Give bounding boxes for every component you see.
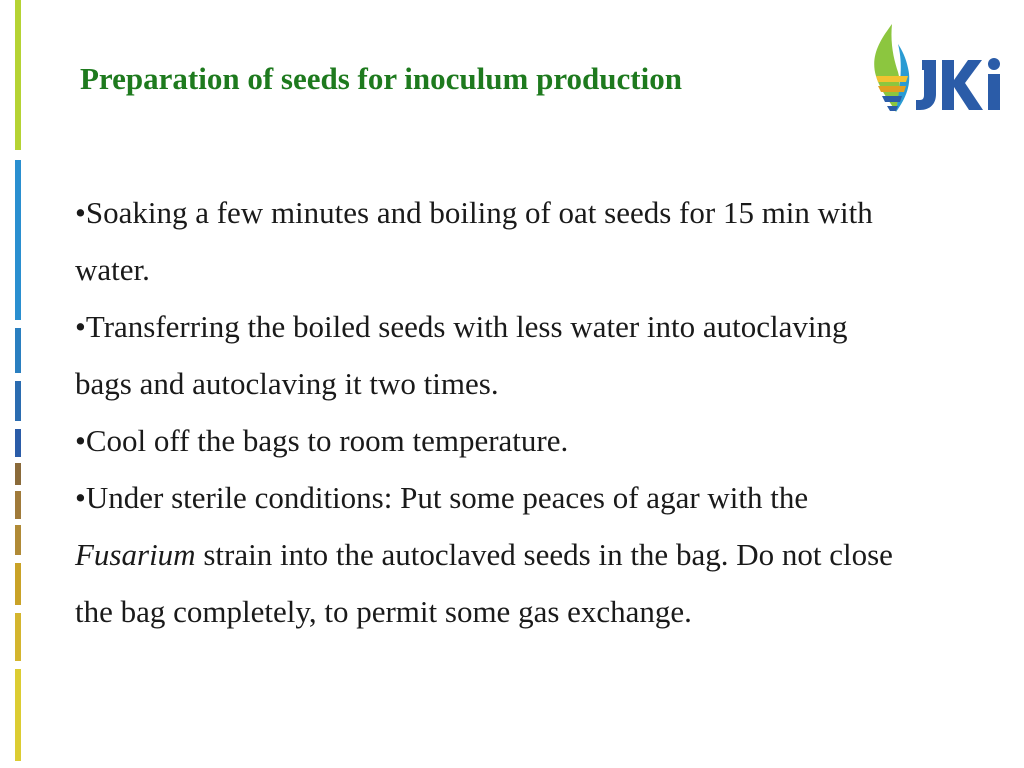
bullet-item: •Cool off the bags to room temperature. — [75, 423, 569, 458]
species-name: Fusarium — [75, 537, 196, 572]
jki-logo-icon — [862, 20, 1010, 116]
bullet-item: •Transferring the boiled seeds with less water into autoclaving bags and autoclaving it two times. — [75, 309, 848, 401]
slide-title: Preparation of seeds for inoculum production — [80, 61, 682, 96]
bullet-list — [75, 184, 895, 640]
bullet-item: •Under sterile conditions: Put some peaces of agar with the Fusarium strain into the autoclaved seeds in the bag. Do not close the bag completely, to permit some gas exchange. — [75, 480, 893, 629]
jki-logo — [862, 20, 1010, 116]
bullet-item: •Soaking a few minutes and boiling of oat seeds for 15 min with water. — [75, 195, 873, 287]
